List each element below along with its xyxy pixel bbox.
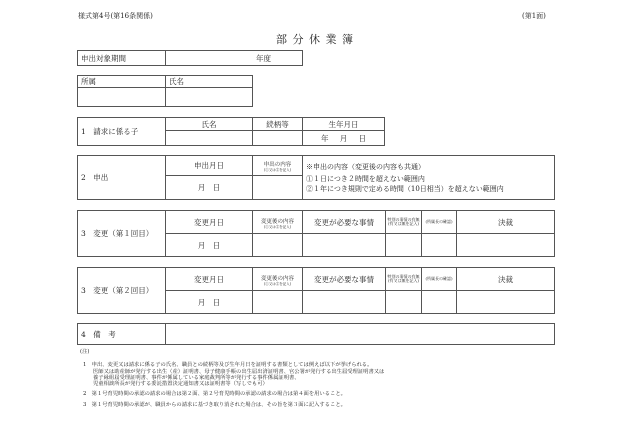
request-info-title: ※申出の内容（変更後の内容も共通） — [306, 162, 425, 171]
approval-field[interactable] — [457, 234, 555, 257]
change-content-note: (①又は②を記入) — [263, 281, 292, 286]
special-field[interactable] — [386, 234, 422, 257]
page-title: 部 分 休 業 簿 — [276, 33, 354, 46]
change-reason-field[interactable] — [303, 291, 386, 314]
confirm-field[interactable] — [422, 291, 457, 314]
approval-field[interactable] — [457, 291, 555, 314]
notes-title: (注) — [80, 349, 90, 355]
day-unit: 日 — [358, 133, 366, 143]
change-content-field[interactable] — [253, 291, 303, 314]
relation-header: 続柄等 — [253, 118, 303, 131]
change-content-label: 変更後の内容 — [260, 275, 294, 282]
notes — [80, 349, 384, 409]
change-date-field[interactable]: 月 日 — [166, 234, 253, 257]
name-field[interactable] — [166, 88, 253, 107]
child-table — [77, 117, 385, 146]
remarks-table — [77, 323, 555, 345]
change-content-label: 変更後の内容 — [260, 218, 294, 225]
special-label: 特別の事情の有無 — [387, 216, 420, 222]
special-note: (有又は無を記入) — [387, 221, 420, 226]
change-label: 3 変更（第２回目） — [78, 268, 166, 314]
change-content-header — [253, 211, 303, 234]
birth-field[interactable] — [303, 131, 385, 146]
affiliation-field[interactable] — [78, 88, 166, 107]
special-header — [386, 211, 422, 234]
year-unit: 年 — [321, 133, 329, 143]
note-3: 3 第１号育児時間の承認が、職員からの請求に基づき取り消された場合は、その旨を第３面に記入すること。 — [83, 402, 346, 408]
request-table — [77, 155, 555, 200]
special-label: 特別の事情の有無 — [387, 273, 420, 279]
request-info — [303, 156, 555, 200]
change-reason-header: 変更が必要な事情 — [303, 268, 386, 291]
confirm-field[interactable] — [422, 234, 457, 257]
birth-header: 生年月日 — [303, 118, 385, 131]
note-1c: 児童相談所長が発行する委託措置決定通知書又は証明書等（写しでも可） — [93, 381, 268, 387]
period-label: 申出対象期間 — [78, 51, 166, 66]
relation-field[interactable] — [253, 131, 303, 146]
remarks-field[interactable] — [166, 324, 555, 345]
note-2: 2 第１号育児時間の承認の請求の場合は第２面、第２号育児時間の承認の請求の場合は第４面を用いること。 — [83, 391, 346, 397]
approval-header: 決裁 — [457, 211, 555, 234]
special-field[interactable] — [386, 291, 422, 314]
remarks-label: 4 備 考 — [78, 324, 166, 345]
child-name-field[interactable] — [166, 131, 253, 146]
request-date-header: 申出月日 — [166, 156, 253, 176]
approval-header: 決裁 — [457, 268, 555, 291]
affiliation-label: 所属 — [78, 76, 166, 88]
note-1a: 医師又は助産師が発行する出生（産）証明書、母子健康手帳の出生届出済証明書、官公署が発行する出生届受理証明書又は — [93, 369, 385, 375]
child-label: 1 請求に係る子 — [78, 118, 166, 146]
change-content-note: (①又は②を記入) — [263, 224, 292, 229]
month-unit: 月 — [339, 133, 348, 143]
form-number: 様式第4号(第16条関係) — [78, 12, 153, 20]
special-header — [386, 268, 422, 291]
request-content-label: 申出の内容 — [263, 162, 292, 168]
note-1: 1 申出、変更又は請求に係る子の氏名、職員との続柄等及び生年月日を証明する書類としては例えば以下が挙げられる。 — [83, 362, 373, 368]
change-label: 3 変更（第１回目） — [78, 211, 166, 257]
request-info-2: ②１年につき規則で定める時間（10日相当）を超えない範囲内 — [306, 184, 504, 193]
note-1b: 養子縁組届受理証明書、事件が係属している家庭裁判所等が発行する事件係属証明書、 — [93, 375, 300, 381]
period-table — [77, 50, 303, 66]
confirm-header: (所属長の確認) — [422, 268, 457, 291]
confirm-header: (所属長の確認) — [422, 211, 457, 234]
name-label: 氏名 — [166, 76, 253, 88]
special-note: (有又は無を記入) — [387, 278, 420, 283]
change-table-2 — [77, 267, 555, 314]
change-date-field[interactable]: 月 日 — [166, 291, 253, 314]
request-info-1: ①１日につき２時間を超えない範囲内 — [306, 174, 425, 183]
change-content-field[interactable] — [253, 234, 303, 257]
child-name-header: 氏名 — [166, 118, 253, 131]
change-date-header: 変更月日 — [166, 211, 253, 234]
change-date-header: 変更月日 — [166, 268, 253, 291]
change-reason-field[interactable] — [303, 234, 386, 257]
person-table — [77, 75, 253, 107]
request-content-note: (①又は②を記入) — [263, 168, 292, 172]
change-table-1 — [77, 210, 555, 257]
request-content-header — [253, 156, 303, 176]
request-date-field[interactable]: 月 日 — [166, 176, 253, 200]
change-content-header — [253, 268, 303, 291]
request-label: 2 申出 — [78, 156, 166, 200]
page-number: (第1面) — [522, 12, 546, 20]
change-reason-header: 変更が必要な事情 — [303, 211, 386, 234]
period-unit: 年度 — [256, 53, 271, 63]
request-content-field[interactable] — [253, 176, 303, 200]
period-field[interactable] — [166, 51, 303, 66]
